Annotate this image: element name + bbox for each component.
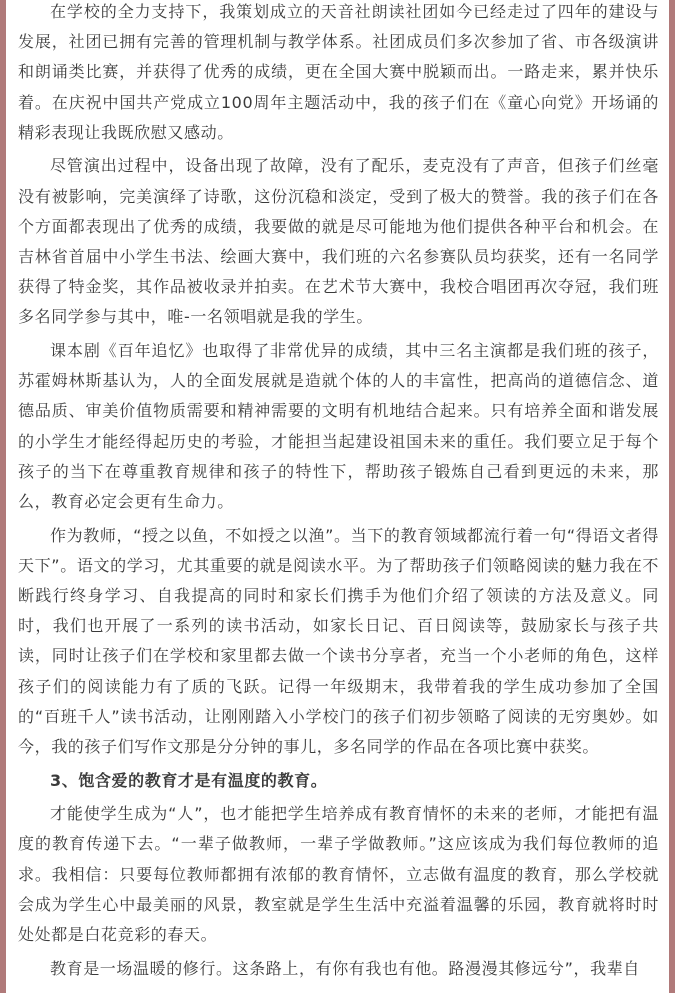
right-border-decoration xyxy=(669,0,675,993)
paragraph-5: 才能使学生成为“人”，也才能把学生培养成有教育情怀的未来的老师，才能把有温度的教育传递下去。“一辈子做教师，一辈子学做教师。”这应该成为我们每位教师的追求。我相信：只要每位教师都拥有浓郁的教育情怀，立志做有温度的教育，那么学校就会成为学生心中最美丽的风景，教室就是学生生活中充溢着温馨的乐园，教育就将时时处处都是白花竞彩的春天。 xyxy=(18,804,659,945)
paragraph-2: 尽管演出过程中，设备出现了故障，没有了配乐，麦克没有了声音，但孩子们丝毫没有被影响，完美演绎了诗歌，这份沉稳和淡定，受到了极大的赞誉。我的孩子们在各个方面都表现出了优秀的成绩，我要做的就是尽可能地为他们提供各种平台和机会。在吉林省首届中小学生书法、绘画大赛中，我们班的六名参赛队员均获奖，还有一名同学获得了特金奖，其作品被收录并拍卖。在艺术节大赛中，我校合唱团再次夺冠，我们班多名同学参与其中，唯-一名领唱就是我的学生。 xyxy=(18,156,659,327)
article-body xyxy=(18,0,659,987)
section-heading: 3、饱含爱的教育才是有温度的教育。 xyxy=(50,770,328,790)
paragraph-4: 作为教师，“授之以鱼，不如授之以渔”。当下的教育领域都流行着一句“得语文者得天下”。语文的学习，尤其重要的就是阅读水平。为了帮助孩子们领略阅读的魅力我在不断践行终身学习、自我提高的同时和家长们携手为他们介绍了领读的方法及意义。同时，我们也开展了一系列的读书活动，如家长日记、百日阅读等，鼓励家长与孩子共读，同时让孩子们在学校和家里都去做一个读书分享者，充当一个小老师的角色，这样孩子们的阅读能力有了质的飞跃。记得一年级期末，我带着我的学生成功参加了全国的“百班千人”读书活动，让刚刚踏入小学校门的孩子们初步领略了阅读的无穷奥妙。如今，我的孩子们写作文那是分分钟的事儿，多名同学的作品在各项比赛中获奖。 xyxy=(18,525,659,757)
paragraph-3: 课本剧《百年追忆》也取得了非常优异的成绩，其中三名主演都是我们班的孩子，苏霍姆林斯基认为，人的全面发展就是造就个体的人的丰富性，把高尚的道德信念、道德品质、审美价值物质需要和精神需要的文明有机地结合起来。只有培养全面和谐发展的小学生才能经得起历史的考验，才能担当起建设祖国未来的重任。我们要立足于每个孩子的当下在尊重教育规律和孩子的特性下，帮助孩子锻炼自己看到更远的未来，那么，教育必定会更有生命力。 xyxy=(18,341,659,512)
paragraph-1: 在学校的全力支持下，我策划成立的天音社朗读社团如今已经走过了四年的建设与发展，社团已拥有完善的管理机制与教学体系。社团成员们多次参加了省、市各级演讲和朗诵类比赛，并获得了优秀的成绩，更在全国大赛中脱颖而出。一路走来，累并快乐着。在庆祝中国共产党成立100周年主题活动中，我的孩子们在《童心向党》开场诵的精彩表现让我既欣慰又感动。 xyxy=(18,2,659,142)
left-border-decoration xyxy=(0,0,6,993)
paragraph-6: 教育是一场温暖的修行。这条路上，有你有我也有他。路漫漫其修远兮”，我辈自 xyxy=(50,958,640,978)
